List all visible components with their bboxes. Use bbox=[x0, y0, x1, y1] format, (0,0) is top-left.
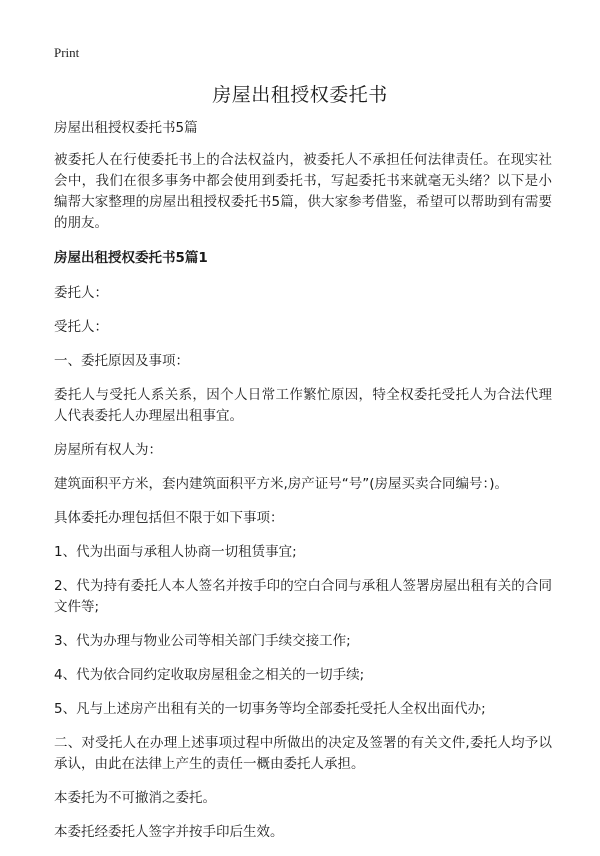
paragraph: 建筑面积平方米，套内建筑面积平方米,房产证号“号”(房屋买卖合同编号：)。 bbox=[54, 476, 509, 492]
document-title: 房屋出租授权委托书 bbox=[212, 84, 388, 106]
list-item: 4、代为依合同约定收取房屋租金之相关的一切手续; bbox=[54, 667, 365, 683]
paragraph: 房屋所有权人为： bbox=[54, 442, 162, 458]
list-item: 2、代为持有委托人本人签名并按手印的空白合同与承租人签署房屋出租有关的合同文件等; bbox=[54, 578, 552, 615]
section-heading: 房屋出租授权委托书5篇1 bbox=[54, 250, 208, 266]
list-item: 5、凡与上述房产出租有关的一切事务等均全部委托受托人全权出面代办; bbox=[54, 701, 486, 717]
paragraph: 本委托经委托人签字并按手印后生效。 bbox=[54, 824, 284, 840]
intro-paragraph: 被委托人在行使委托书上的合法权益内，被委托人不承担任何法律责任。在现实社会中，我们在很多事务中都会使用到委托书，写起委托书来就毫无头绪？以下是小编帮大家整理的房屋出租授权委托书5篇，供大家参考借鉴，希望可以帮助到有需要的朋友。 bbox=[54, 152, 552, 231]
print-link[interactable]: Print bbox=[54, 45, 80, 60]
paragraph: 受托人： bbox=[54, 319, 108, 335]
document-subtitle: 房屋出租授权委托书5篇 bbox=[54, 120, 198, 136]
paragraph: 二、对受托人在办理上述事项过程中所做出的决定及签署的有关文件,委托人均予以承认，由此在法律上产生的责任一概由委托人承担。 bbox=[54, 735, 552, 772]
paragraph: 本委托为不可撤消之委托。 bbox=[54, 790, 216, 806]
list-item: 3、代为办理与物业公司等相关部门手续交接工作; bbox=[54, 633, 351, 649]
list-item: 1、代为出面与承租人协商一切租赁事宜; bbox=[54, 544, 297, 560]
document-body bbox=[54, 118, 552, 856]
paragraph: 一、委托原因及事项： bbox=[54, 353, 189, 369]
paragraph: 委托人与受托人系关系，因个人日常工作繁忙原因，特全权委托受托人为合法代理人代表委托人办理屋出租事宜。 bbox=[54, 387, 552, 424]
paragraph: 委托人： bbox=[54, 285, 108, 301]
paragraph: 具体委托办理包括但不限于如下事项： bbox=[54, 510, 284, 526]
